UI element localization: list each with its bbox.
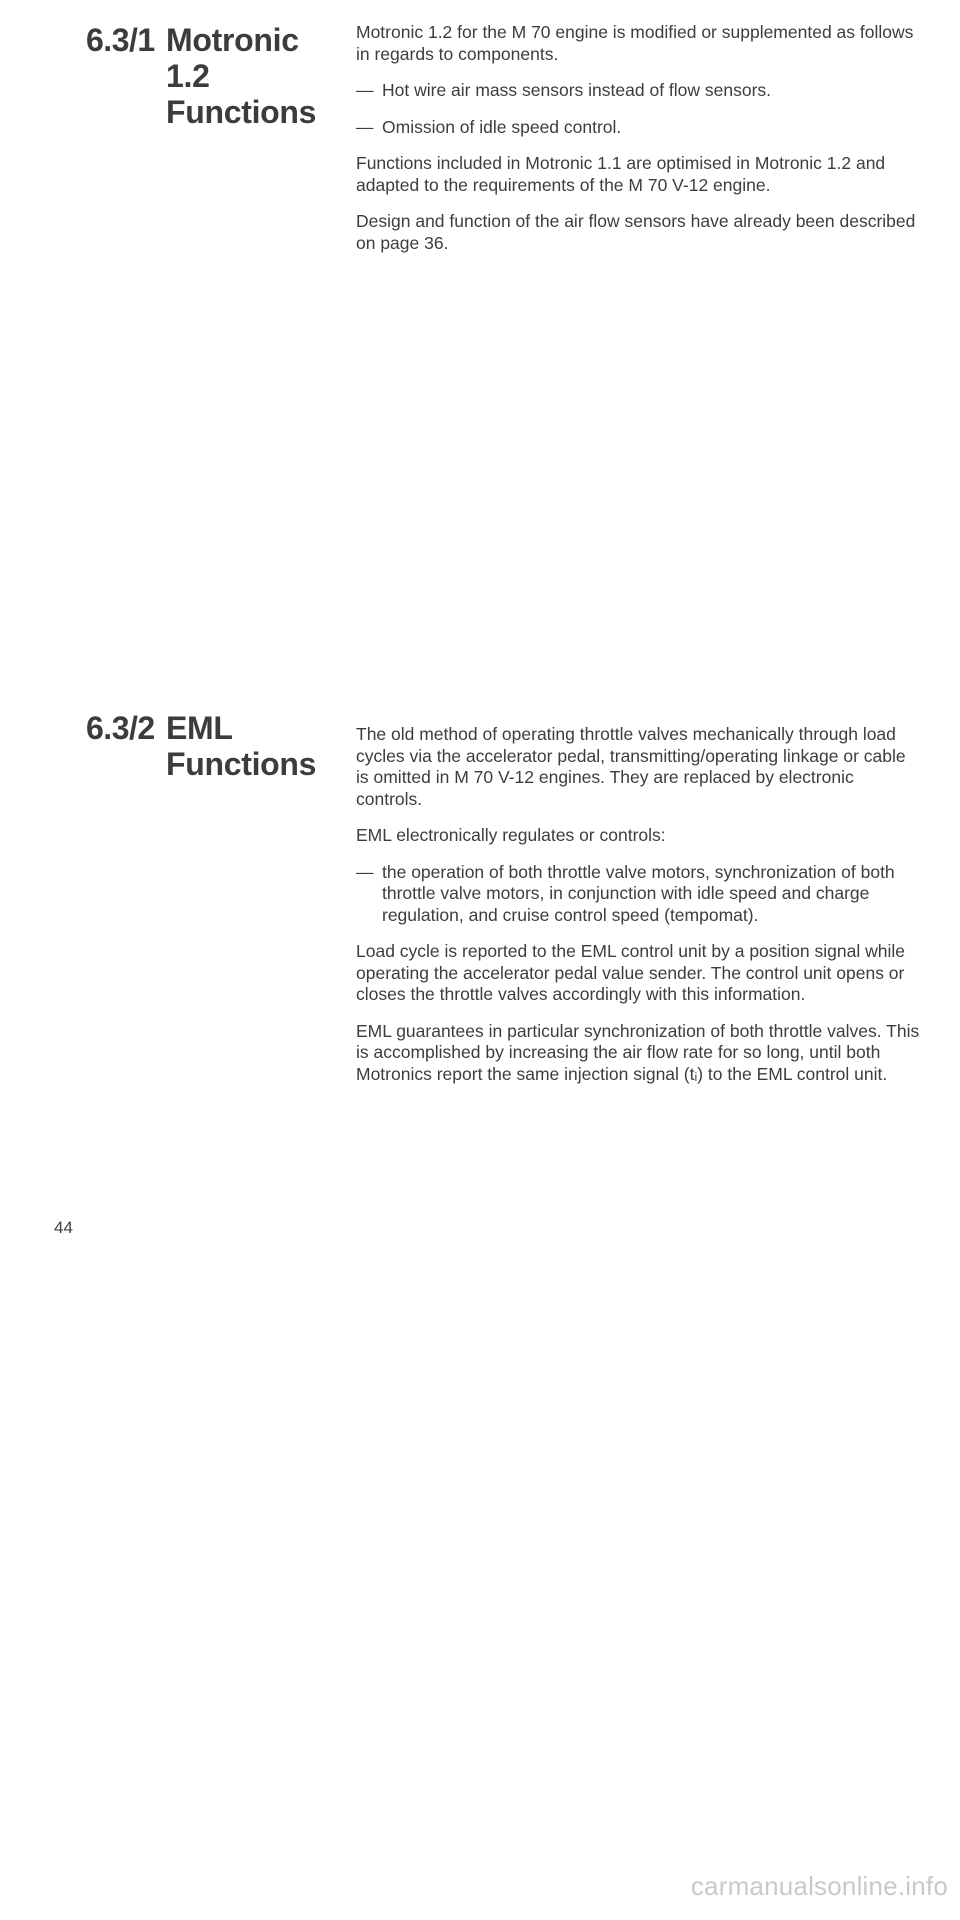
section-number: 6.3/1 xyxy=(86,22,155,58)
list-item xyxy=(356,117,922,139)
section-heading xyxy=(86,22,326,130)
body-paragraph: Motronic 1.2 for the M 70 engine is modified or supplemented as follows in regards to components. xyxy=(356,22,914,64)
section-title-line: 1.2 xyxy=(166,58,210,94)
dash-bullet: — xyxy=(356,861,374,882)
body-paragraph: The old method of operating throttle valves mechanically through load cycles via the accelerator pedal, transmitting/operating linkage or cable is omitted in M 70 V-12 engines. They are replaced by electronic controls. xyxy=(356,724,906,809)
body-paragraph: EML electronically regulates or controls: xyxy=(356,825,666,845)
section-title-line: Functions xyxy=(166,94,317,130)
list-item-text: Hot wire air mass sensors instead of flow sensors. xyxy=(382,80,772,100)
section-heading xyxy=(86,710,326,782)
body-paragraph: Design and function of the air flow sensors have already been described on page 36. xyxy=(356,211,916,253)
section-title-line: EML xyxy=(166,710,233,746)
section-body xyxy=(356,22,922,269)
list-item xyxy=(356,862,922,927)
page-number: 44 xyxy=(54,1218,73,1237)
section-title-line: Motronic xyxy=(166,22,299,58)
dash-bullet: — xyxy=(356,80,374,100)
dash-bullet: — xyxy=(356,116,374,137)
section-title-line: Functions xyxy=(166,746,317,782)
section-number: 6.3/2 xyxy=(86,710,155,746)
list-item-text: the operation of both throttle valve motors, synchronization of both throttle valve motors, in conjunction with idle speed and charge regulation, and cruise control speed (tempomat). xyxy=(382,861,895,925)
body-paragraph: Load cycle is reported to the EML control unit by a position signal while operating the accelerator pedal value sender. The control unit opens or closes the throttle valves accordingly with this information. xyxy=(356,941,905,1004)
list-item-text: Omission of idle speed control. xyxy=(382,116,622,137)
body-paragraph: EML guarantees in particular synchronization of both throttle valves. This is accomplished by increasing the air flow rate for so long, until both Motronics report the same injection signal (tᵢ) to the EML control unit. xyxy=(356,1020,920,1084)
watermark-text: carmanualsonline.info xyxy=(690,1871,948,1901)
section-body xyxy=(356,724,922,1100)
list-item xyxy=(356,80,922,102)
body-paragraph: Functions included in Motronic 1.1 are optimised in Motronic 1.2 and adapted to the requirements of the M 70 V-12 engine. xyxy=(356,153,886,195)
